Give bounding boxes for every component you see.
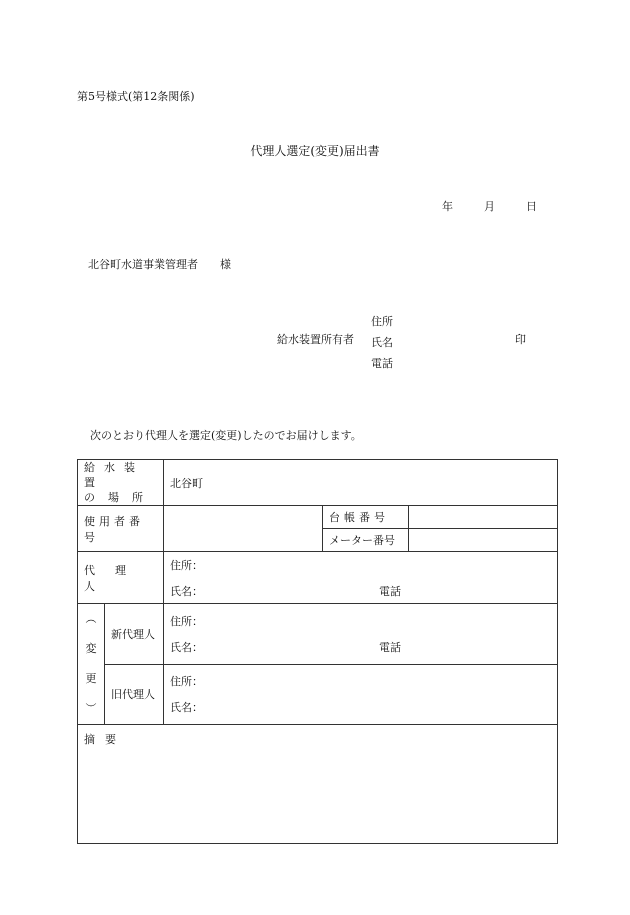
new-agent-label: 新代理人: [105, 604, 164, 665]
date-year: 年: [442, 200, 453, 213]
old-agent-row: [78, 664, 558, 725]
owner-address-label: 住所: [371, 315, 393, 328]
date-month: 月: [484, 200, 495, 213]
date-row: [442, 198, 537, 214]
user-number-row: [78, 506, 558, 529]
new-agent-phone-label: 電話: [379, 640, 402, 654]
ledger-number-label: 台帳番号: [323, 506, 409, 529]
owner-name-label: 氏名: [371, 336, 393, 349]
remarks-field[interactable]: [78, 725, 558, 844]
intro-text: 次のとおり代理人を選定(変更)したのでお届けします。: [90, 429, 362, 442]
old-agent-label: 旧代理人: [105, 664, 164, 725]
form-number: 第5号様式(第12条関係): [77, 90, 195, 103]
user-number-field[interactable]: [164, 506, 323, 552]
new-agent-name-prefix: 氏名：: [170, 640, 203, 654]
addressee: 北谷町水道事業管理者 様: [88, 258, 231, 271]
new-agent-row: [78, 604, 558, 665]
user-number-label: 使用者番号: [78, 506, 164, 552]
owner-phone-label: 電話: [371, 357, 393, 370]
new-agent-fields[interactable]: [164, 604, 558, 665]
agent-label: 代理人: [78, 552, 164, 604]
location-label: 給水装置 の場所: [78, 460, 164, 506]
location-value[interactable]: 北谷町: [164, 460, 558, 506]
agent-fields[interactable]: [164, 552, 558, 604]
agent-row: [78, 552, 558, 604]
old-agent-address-prefix: 住所：: [170, 675, 203, 689]
agent-name-prefix: 氏名：: [170, 584, 203, 598]
location-row: [78, 460, 558, 506]
agent-address-prefix: 住所：: [170, 558, 203, 572]
owner-fields: [371, 311, 393, 374]
remarks-label: 摘要: [84, 733, 126, 746]
meter-number-field[interactable]: [409, 529, 558, 552]
change-label: ︵ 変 更 ︶: [78, 604, 105, 725]
seal-mark: 印: [515, 333, 526, 346]
old-agent-name-prefix: 氏名：: [170, 701, 203, 715]
agent-phone-label: 電話: [379, 584, 402, 598]
owner-label: 給水装置所有者: [277, 333, 354, 346]
old-agent-fields[interactable]: [164, 664, 558, 725]
ledger-number-field[interactable]: [409, 506, 558, 529]
meter-number-label: メーター番号: [323, 529, 409, 552]
new-agent-address-prefix: 住所：: [170, 614, 203, 628]
date-day: 日: [526, 200, 537, 213]
form-table: [77, 459, 558, 844]
remarks-row: [78, 725, 558, 844]
document-title: 代理人選定(変更)届出書: [250, 144, 380, 158]
